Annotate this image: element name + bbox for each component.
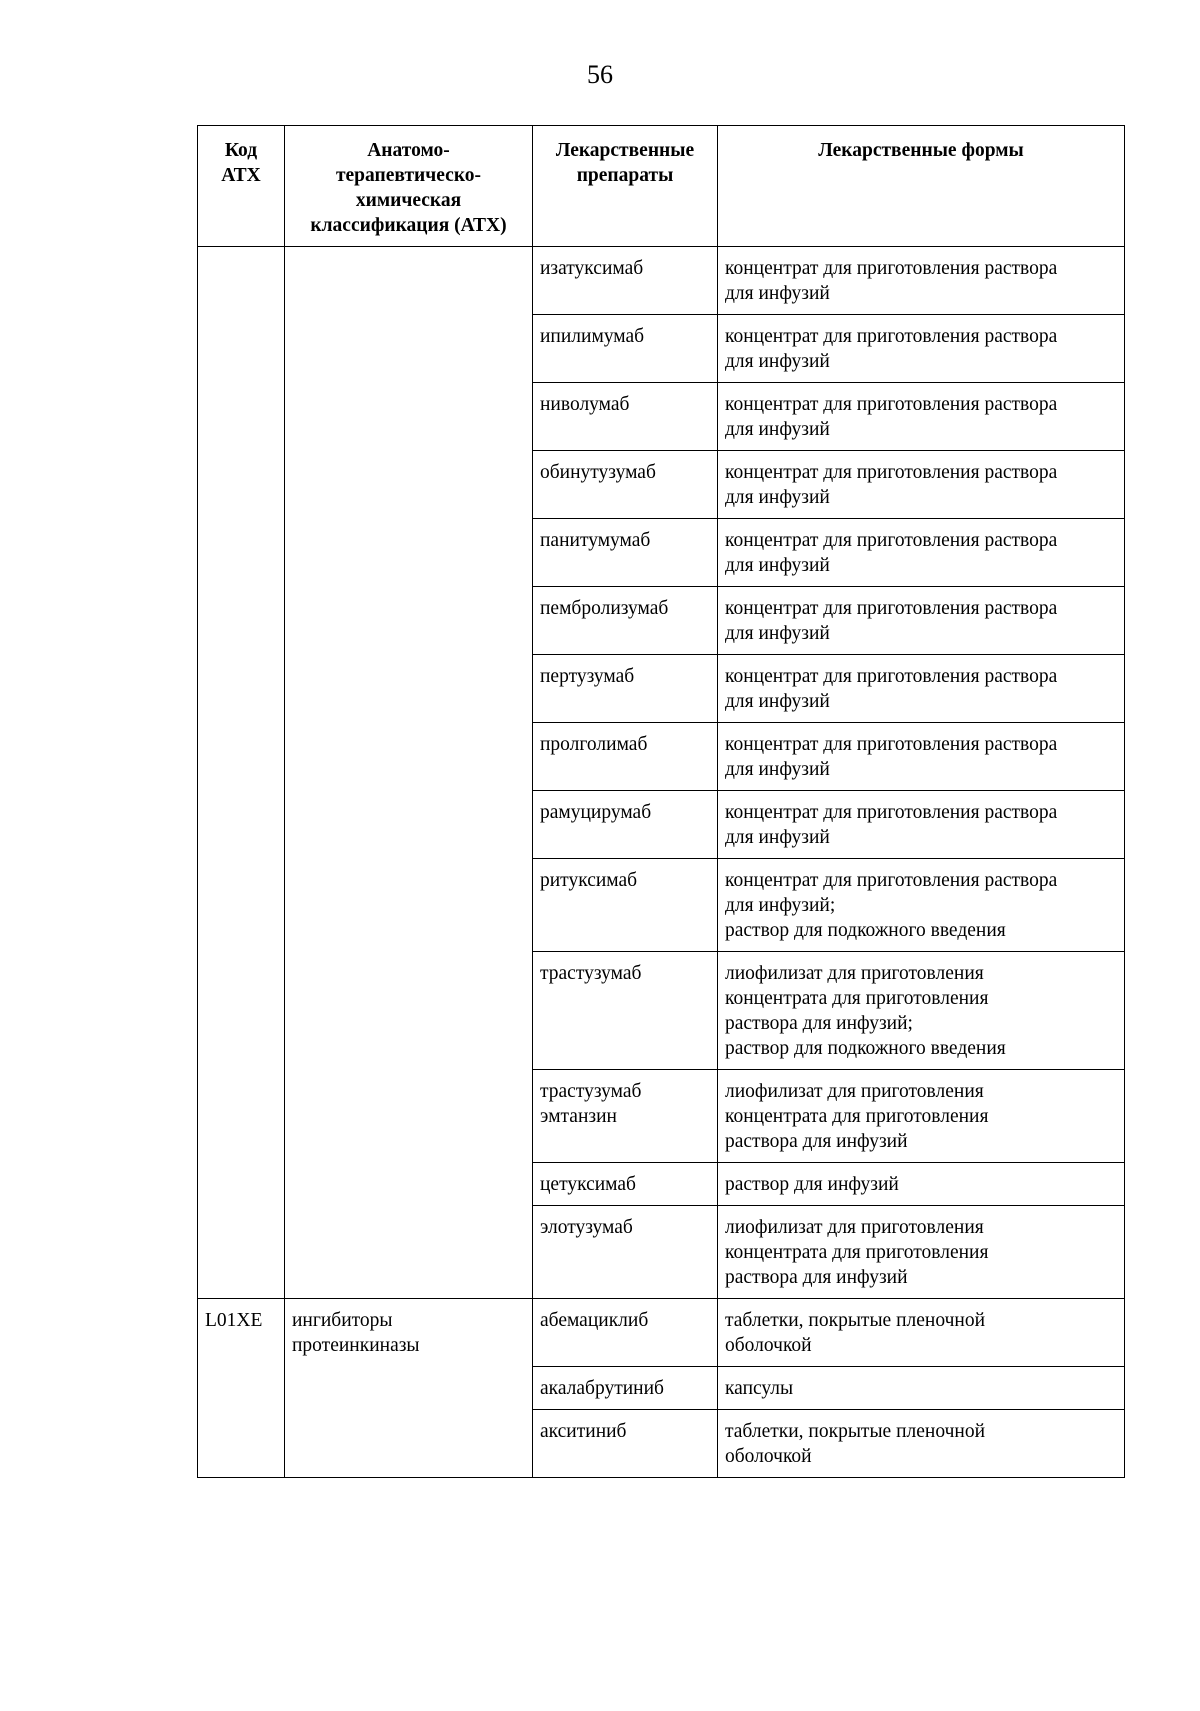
drug-cell: элотузумаб bbox=[533, 1206, 718, 1299]
form-cell: концентрат для приготовления раствора для инфузий bbox=[718, 519, 1125, 587]
drug-cell: ипилимумаб bbox=[533, 315, 718, 383]
header-code: Код АТХ bbox=[198, 126, 285, 247]
classification-cell: ингибиторы протеинкиназы bbox=[285, 1299, 533, 1478]
form-cell: концентрат для приготовления раствора для инфузий bbox=[718, 791, 1125, 859]
form-cell: лиофилизат для приготовления концентрата для приготовления раствора для инфузий bbox=[718, 1070, 1125, 1163]
form-cell: концентрат для приготовления раствора для инфузий bbox=[718, 587, 1125, 655]
drug-cell: трастузумаб эмтанзин bbox=[533, 1070, 718, 1163]
drug-cell: рамуцирумаб bbox=[533, 791, 718, 859]
drug-cell: пертузумаб bbox=[533, 655, 718, 723]
drug-cell: акситиниб bbox=[533, 1410, 718, 1478]
atx-code-cell: L01XE bbox=[198, 1299, 285, 1478]
form-cell: таблетки, покрытые пленочной оболочкой bbox=[718, 1299, 1125, 1367]
form-cell: концентрат для приготовления раствора для инфузий bbox=[718, 451, 1125, 519]
table-row bbox=[198, 247, 1125, 315]
drug-cell: ниволумаб bbox=[533, 383, 718, 451]
form-cell: концентрат для приготовления раствора для инфузий bbox=[718, 723, 1125, 791]
header-forms: Лекарственные формы bbox=[718, 126, 1125, 247]
drug-cell: панитумумаб bbox=[533, 519, 718, 587]
drug-cell: изатуксимаб bbox=[533, 247, 718, 315]
form-cell: концентрат для приготовления раствора для инфузий bbox=[718, 383, 1125, 451]
drug-cell: ритуксимаб bbox=[533, 859, 718, 952]
drug-cell: обинутузумаб bbox=[533, 451, 718, 519]
drug-cell: пролголимаб bbox=[533, 723, 718, 791]
drug-cell: акалабрутиниб bbox=[533, 1367, 718, 1410]
table-header-row bbox=[198, 126, 1125, 247]
header-drugs: Лекарственные препараты bbox=[533, 126, 718, 247]
drug-cell: пембролизумаб bbox=[533, 587, 718, 655]
code-cell-empty bbox=[198, 247, 285, 1299]
form-cell: концентрат для приготовления раствора для инфузий bbox=[718, 655, 1125, 723]
form-cell: лиофилизат для приготовления концентрата для приготовления раствора для инфузий; раствор для подкожного введения bbox=[718, 952, 1125, 1070]
form-cell: капсулы bbox=[718, 1367, 1125, 1410]
form-cell: раствор для инфузий bbox=[718, 1163, 1125, 1206]
table-row bbox=[198, 1299, 1125, 1367]
form-cell: таблетки, покрытые пленочной оболочкой bbox=[718, 1410, 1125, 1478]
form-cell: концентрат для приготовления раствора для инфузий bbox=[718, 315, 1125, 383]
form-cell: лиофилизат для приготовления концентрата для приготовления раствора для инфузий bbox=[718, 1206, 1125, 1299]
drug-cell: абемациклиб bbox=[533, 1299, 718, 1367]
page-number: 56 bbox=[587, 60, 613, 89]
header-classification: Анатомо- терапевтическо- химическая классификация (АТХ) bbox=[285, 126, 533, 247]
drug-cell: трастузумаб bbox=[533, 952, 718, 1070]
drug-cell: цетуксимаб bbox=[533, 1163, 718, 1206]
form-cell: концентрат для приготовления раствора для инфузий bbox=[718, 247, 1125, 315]
form-cell: концентрат для приготовления раствора для инфузий; раствор для подкожного введения bbox=[718, 859, 1125, 952]
classification-cell-empty bbox=[285, 247, 533, 1299]
atx-drug-table bbox=[197, 125, 1125, 1478]
